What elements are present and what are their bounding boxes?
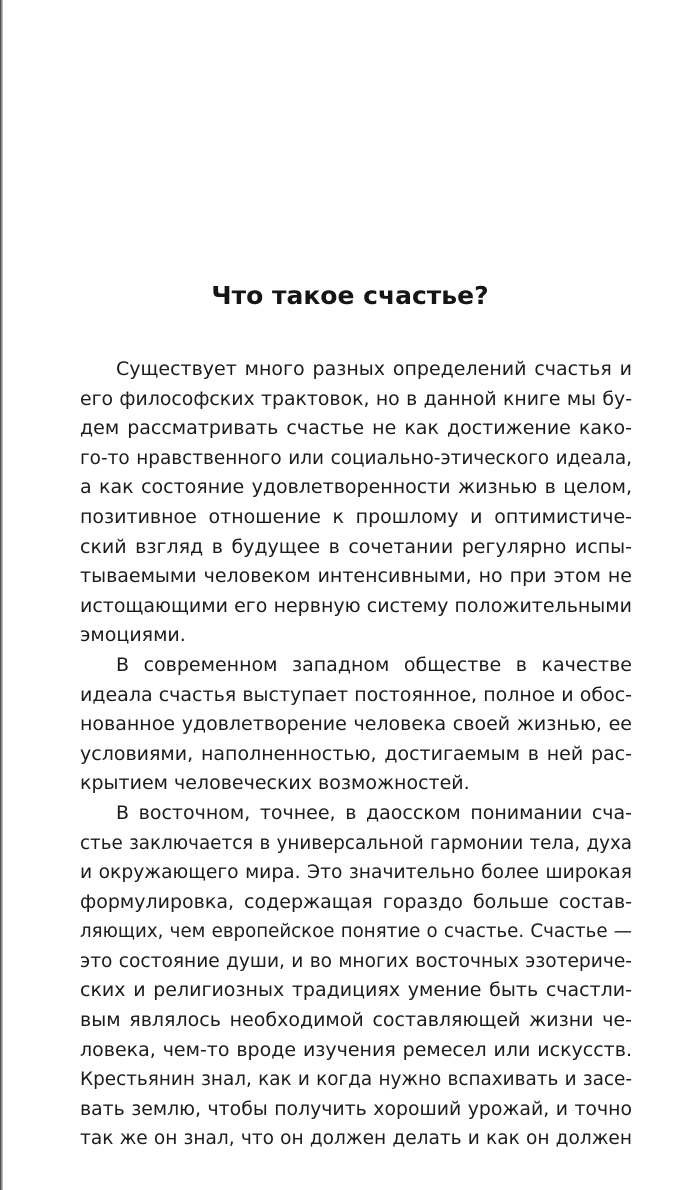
text-line: В восточном, точнее, в даосском понимании сча- [116,801,632,824]
scan-edge-shadow [0,0,3,1190]
text-line: вым являлось необходимой составляющей жизни че- [80,1009,632,1032]
text-line: а как состояние удовлетворенности жизнью в целом, [80,476,632,499]
text-line: формулировка, содержащая гораздо больше состав- [80,890,632,913]
text-line: ляющих, чем европейское понятие о счастье. Счастье — [80,921,632,943]
text-line: Существует много разных определений счастья и [116,358,632,380]
body-text [80,355,632,1154]
text-line: эмоциями. [80,624,186,647]
text-line: ский взгляд в будущее в сочетании регулярно испы- [80,535,632,558]
text-line: и окружающего мира. Это значительно более широкая [80,862,632,884]
text-line: дем рассматривать счастье не как достижение како- [80,417,632,440]
paragraph-3 [80,799,632,1154]
text-line: ловека, чем-то вроде изучения ремесел или искусств. [80,1038,632,1061]
text-line: В современном западном обществе в качестве [116,653,632,676]
text-line: это состояние души, и во многих восточных эзотериче- [80,950,632,972]
text-line: го-то нравственного или социально-этического идеала, [80,447,632,469]
text-line: идеала счастья выступает постоянное, полное и обос- [80,683,632,706]
text-line: стье заключается в универсальной гармонии тела, духа [80,832,632,854]
text-line: тываемыми человеком интенсивными, но при этом не [80,565,632,588]
chapter-title: Что такое счастье? [211,281,489,310]
text-line: позитивное отношение к прошлому и оптимистиче- [80,505,632,528]
text-line: крытием человеческих возможностей. [80,772,470,795]
text-line: истощающими его нервную систему положительными [80,594,632,617]
text-line: нованное удовлетворение человека своей жизнью, ее [80,713,632,736]
text-line: его философских трактовок, но в данной книге мы бу- [80,387,632,410]
text-line: так же он знал, что он должен делать и как он должен [80,1128,632,1150]
text-line: условиями, наполненностью, достигаемым в ней рас- [80,742,632,765]
paragraph-2 [80,651,632,799]
paragraph-1 [80,355,632,651]
text-line: вать землю, чтобы получить хороший урожай, и точно [80,1097,632,1120]
text-line: Крестьянин знал, как и когда нужно вспахивать и засе- [80,1069,632,1091]
text-line: ских и религиозных традициях умение быть счастли- [80,979,632,1002]
